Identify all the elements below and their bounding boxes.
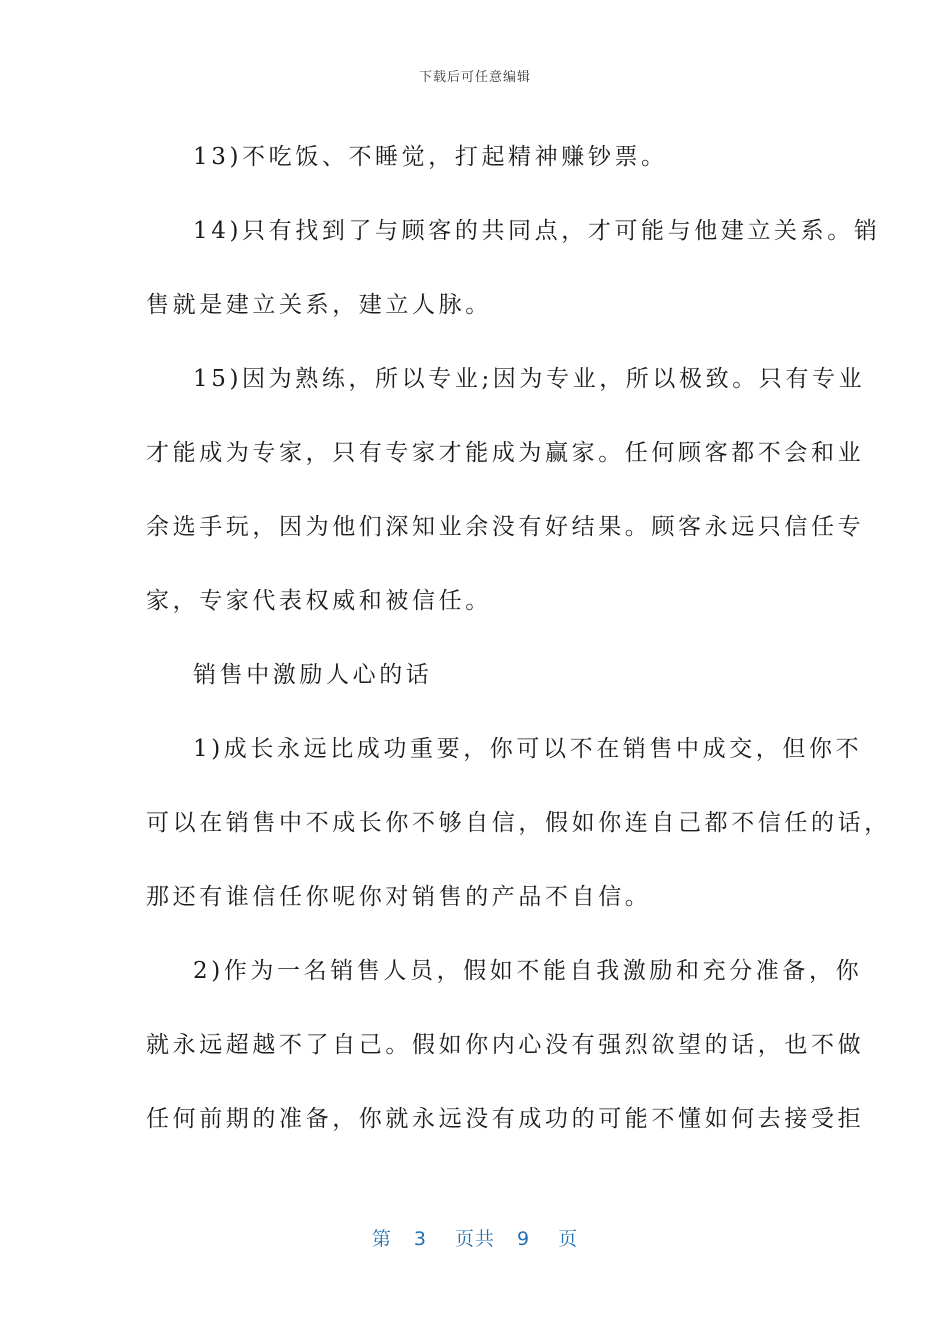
- footer-prefix: 第: [371, 1228, 392, 1250]
- text-line: 2)作为一名销售人员，假如不能自我激励和充分准备，你: [193, 958, 863, 984]
- text-line: 那还有谁信任你呢你对销售的产品不自信。: [146, 884, 652, 910]
- text-line: 家，专家代表权威和被信任。: [146, 588, 492, 614]
- text-line: 15)因为熟练，所以专业;因为专业，所以极致。只有专业: [193, 366, 866, 392]
- paragraph-1: [146, 712, 891, 934]
- text-line: 14)只有找到了与顾客的共同点，才可能与他建立关系。销: [193, 218, 881, 244]
- text-line: 任何前期的准备，你就永远没有成功的可能不懂如何去接受拒: [146, 1106, 865, 1132]
- footer-middle: 页共: [454, 1228, 495, 1250]
- page-footer: [0, 1224, 950, 1251]
- footer-suffix: 页: [558, 1228, 579, 1250]
- paragraph-2: [146, 934, 865, 1156]
- total-pages-number: 9: [517, 1228, 531, 1250]
- header-note: 下载后可任意编辑: [418, 70, 531, 85]
- paragraph-14: [146, 194, 881, 342]
- text-line: 可以在销售中不成长你不够自信，假如你连自己都不信任的话，: [146, 810, 891, 836]
- text-line: 售就是建立关系，建立人脉。: [146, 292, 492, 318]
- paragraph-15: [146, 342, 866, 638]
- paragraph-13: [146, 120, 806, 194]
- current-page-number: 3: [413, 1228, 427, 1250]
- heading-text: 销售中激励人心的话: [193, 662, 433, 688]
- document-body: [146, 120, 891, 1156]
- text-line: 才能成为专家，只有专家才能成为赢家。任何顾客都不会和业: [146, 440, 865, 466]
- text-line: 就永远超越不了自己。假如你内心没有强烈欲望的话，也不做: [146, 1032, 865, 1058]
- text-line: 余选手玩，因为他们深知业余没有好结果。顾客永远只信任专: [146, 514, 865, 540]
- section-heading: [146, 638, 806, 712]
- text-line: 1)成长永远比成功重要，你可以不在销售中成交，但你不: [193, 736, 863, 762]
- text-line: 13)不吃饭、不睡觉，打起精神赚钞票。: [193, 144, 668, 170]
